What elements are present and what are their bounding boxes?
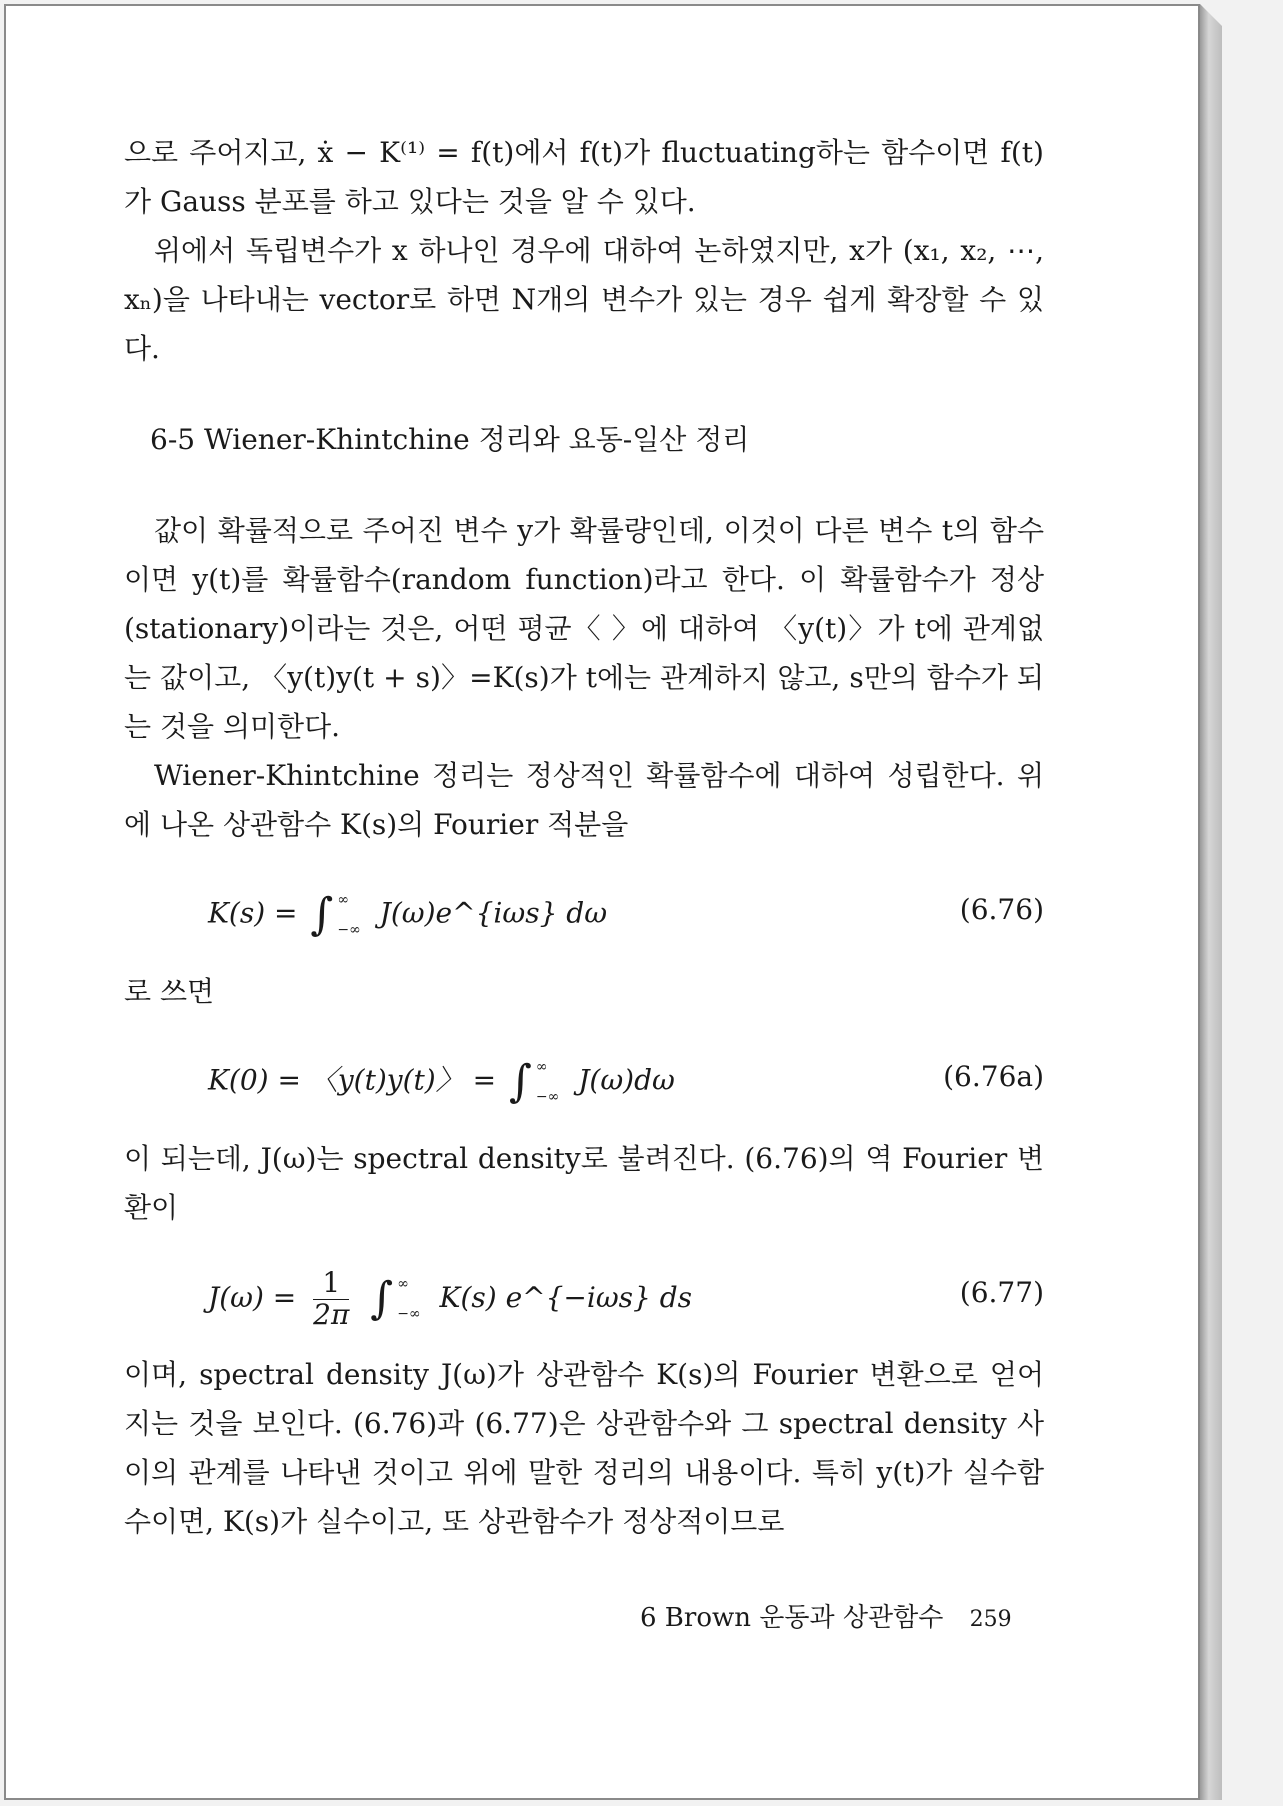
eq2-rhs: J(ω)dω bbox=[578, 1063, 675, 1097]
equation-6-76 bbox=[124, 863, 1044, 953]
eq2-lhs: K(0) = 〈y(t)y(t)〉 = bbox=[208, 1063, 497, 1097]
eq2-lower-limit: −∞ bbox=[535, 1089, 560, 1105]
eq1-lhs: K(s) = bbox=[208, 896, 298, 930]
eq3-lower-limit: −∞ bbox=[397, 1306, 421, 1323]
eq1-number: (6.76) bbox=[959, 893, 1044, 926]
page-edge bbox=[1200, 4, 1222, 1800]
page-content bbox=[124, 128, 1044, 1546]
paragraph-5: 로 쓰면 bbox=[124, 975, 215, 1008]
eq3-number: (6.77) bbox=[959, 1276, 1044, 1309]
eq2-number: (6.76a) bbox=[943, 1060, 1044, 1093]
integral-sign: ∫ bbox=[508, 1056, 532, 1107]
eq3-rhs: K(s) e^{−iωs} ds bbox=[439, 1280, 693, 1314]
paragraph-3: 값이 확률적으로 주어진 변수 y가 확률량인데, 이것이 다른 변수 t의 함수이면 y(t)를 확률함수(random function)라고 한다. 이 확률함수가 정상(stationary)이라는 것은, 어떤 평균〈 〉에 대하여 〈y(t)〉가 t에 관계없는 값이고, 〈y(t)y(t + s)〉=K(s)가 t에는 관계하지 않고, s만의 함수가 되는 것을 의미한다. bbox=[124, 514, 1044, 743]
eq1-lower-limit: −∞ bbox=[337, 922, 361, 938]
frac-denominator: 2π bbox=[313, 1297, 350, 1331]
eq3-lhs: J(ω) = bbox=[208, 1280, 297, 1314]
page-number: 259 bbox=[969, 1607, 1012, 1632]
integral-sign: ∫ bbox=[310, 889, 334, 940]
paragraph-4: Wiener-Khintchine 정리는 정상적인 확률함수에 대하여 성립한다. 위에 나온 상관함수 K(s)의 Fourier 적분을 bbox=[124, 759, 1044, 841]
eq2-upper-limit: ∞ bbox=[535, 1059, 548, 1075]
equation-6-76a bbox=[124, 1030, 1044, 1120]
running-title: 6 Brown 운동과 상관함수 bbox=[640, 1603, 944, 1633]
eq3-upper-limit: ∞ bbox=[397, 1276, 409, 1293]
frac-numerator: 1 bbox=[313, 1268, 349, 1300]
equation-6-77 bbox=[124, 1246, 1044, 1336]
page-footer bbox=[640, 1597, 1012, 1634]
integral-sign: ∫ bbox=[370, 1273, 394, 1325]
paragraph-2: 위에서 독립변수가 x 하나인 경우에 대하여 논하였지만, x가 (x₁, x₂, ⋯, xₙ)을 나타내는 vector로 하면 N개의 변수가 있는 경우 쉽게 확장할 수 있다. bbox=[124, 234, 1044, 365]
paragraph-7: 이며, spectral density J(ω)가 상관함수 K(s)의 Fourier 변환으로 얻어지는 것을 보인다. (6.76)과 (6.77)은 상관함수와 그 spectral density 사이의 관계를 나타낸 것이고 위에 말한 정리의 내용이다. 특히 y(t)가 실수함수이면, K(s)가 실수이고, 또 상관함수가 정상적이므로 bbox=[124, 1358, 1044, 1538]
paragraph-1: 으로 주어지고, ẋ − K⁽¹⁾ = f(t)에서 f(t)가 fluctuating하는 함수이면 f(t)가 Gauss 분포를 하고 있다는 것을 알 수 있다. bbox=[124, 136, 1044, 218]
eq1-rhs: J(ω)e^{iωs} dω bbox=[379, 896, 608, 930]
fraction bbox=[313, 1268, 349, 1331]
section-heading: 6-5 Wiener-Khintchine 정리와 요동-일산 정리 bbox=[150, 423, 750, 456]
paragraph-6: 이 되는데, J(ω)는 spectral density로 불려진다. (6.76)의 역 Fourier 변환이 bbox=[124, 1142, 1044, 1224]
eq1-upper-limit: ∞ bbox=[337, 892, 350, 908]
